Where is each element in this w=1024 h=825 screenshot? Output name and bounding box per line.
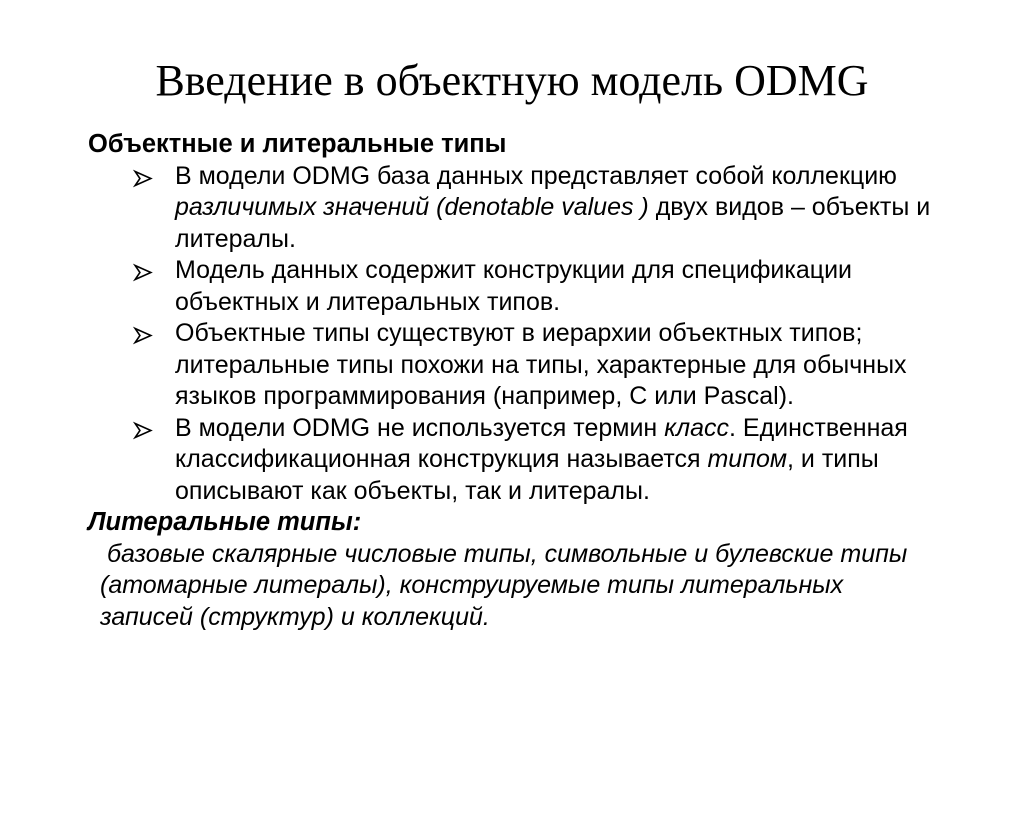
slide-body [88,129,956,633]
section-heading-literal-types: Литеральные типы: [88,508,362,537]
slide-title: Введение в объектную модель ODMG [155,56,869,105]
bullet-text: Модель данных содержит конструкции для спецификации объектных и литеральных типов. [175,256,853,316]
bullet-text: В модели ODMG база данных представляет собой коллекцию различимых значений (denotable values ) двух видов – объекты и литералы. [175,161,931,253]
bullet-item [88,161,956,256]
bullet-text: Объектные типы существуют в иерархии объектных типов; литеральные типы похожи на типы, характерные для обычных языков программирования (например, C или Pascal). [175,319,907,411]
bullet-item [88,413,956,508]
section-heading-object-literal-types: Объектные и литеральные типы [88,130,507,159]
bullet-item [88,255,956,318]
slide [0,57,1024,825]
arrow-bullet-icon [132,318,175,355]
bullet-list [88,161,956,508]
arrow-bullet-icon [132,413,175,450]
bullet-text: В модели ODMG не используется термин класс. Единственная классификационная конструкция называется типом, и типы описывают как объекты, так и литералы. [175,413,908,505]
arrow-bullet-icon [132,161,175,198]
literal-types-paragraph: базовые скалярные числовые типы, символьные и булевские типы (атомарные литералы), конструируемые типы литеральных записей (структур) и коллекций. [100,539,915,631]
bullet-item [88,318,956,413]
arrow-bullet-icon [132,255,175,292]
